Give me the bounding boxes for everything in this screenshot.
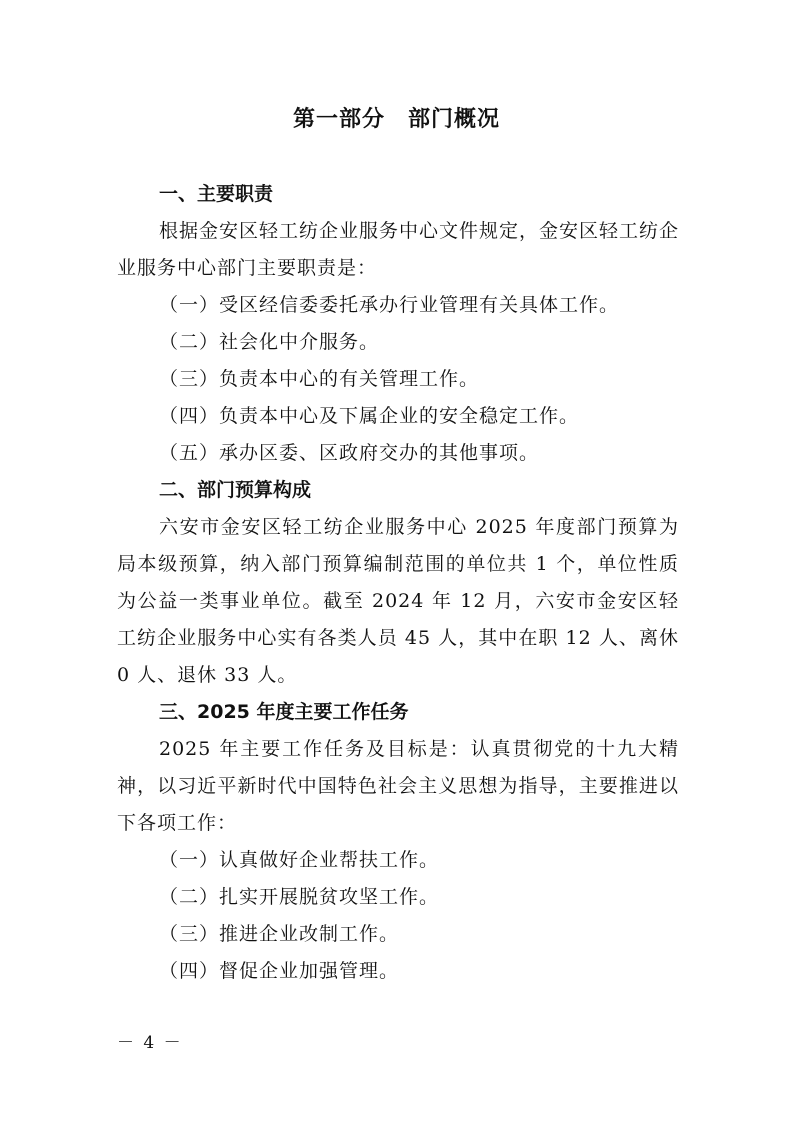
document-body — [117, 176, 679, 990]
list-item: （四）督促企业加强管理。 — [159, 960, 400, 982]
section-heading-work-tasks: 三、2025 年度主要工作任务 — [159, 701, 409, 723]
paragraph: 六安市金安区轻工纺企业服务中心 2025 年度部门预算为局本级预算，纳入部门预算编制范围的单位共 1 个，单位性质为公益一类事业单位。截至 2024 年 12 月，六安市金安区轻工纺企业服务中心实有各类人员 45 人，其中在职 12 人、离休 0 人、退休 33 人。 — [117, 516, 679, 686]
page-number: － 4 － — [117, 1033, 183, 1053]
list-item: （三）负责本中心的有关管理工作。 — [159, 368, 480, 390]
list-item: （二）社会化中介服务。 — [159, 331, 380, 353]
section-heading-budget-structure: 二、部门预算构成 — [159, 479, 312, 501]
section-heading-responsibilities: 一、主要职责 — [159, 183, 274, 205]
paragraph: 根据金安区轻工纺企业服务中心文件规定，金安区轻工纺企业服务中心部门主要职责是： — [117, 220, 680, 279]
page-title: 第一部分 部门概况 — [292, 107, 500, 132]
list-item: （四）负责本中心及下属企业的安全稳定工作。 — [159, 405, 580, 427]
paragraph: 2025 年主要工作任务及目标是：认真贯彻党的十九大精神，以习近平新时代中国特色社会主义思想为指导，主要推进以下各项工作： — [117, 738, 679, 834]
list-item: （一）认真做好企业帮扶工作。 — [159, 849, 440, 871]
list-item: （五）承办区委、区政府交办的其他事项。 — [159, 442, 540, 464]
list-item: （三）推进企业改制工作。 — [159, 923, 400, 945]
list-item: （二）扎实开展脱贫攻坚工作。 — [159, 886, 440, 908]
list-item: （一）受区经信委委托承办行业管理有关具体工作。 — [159, 294, 620, 316]
